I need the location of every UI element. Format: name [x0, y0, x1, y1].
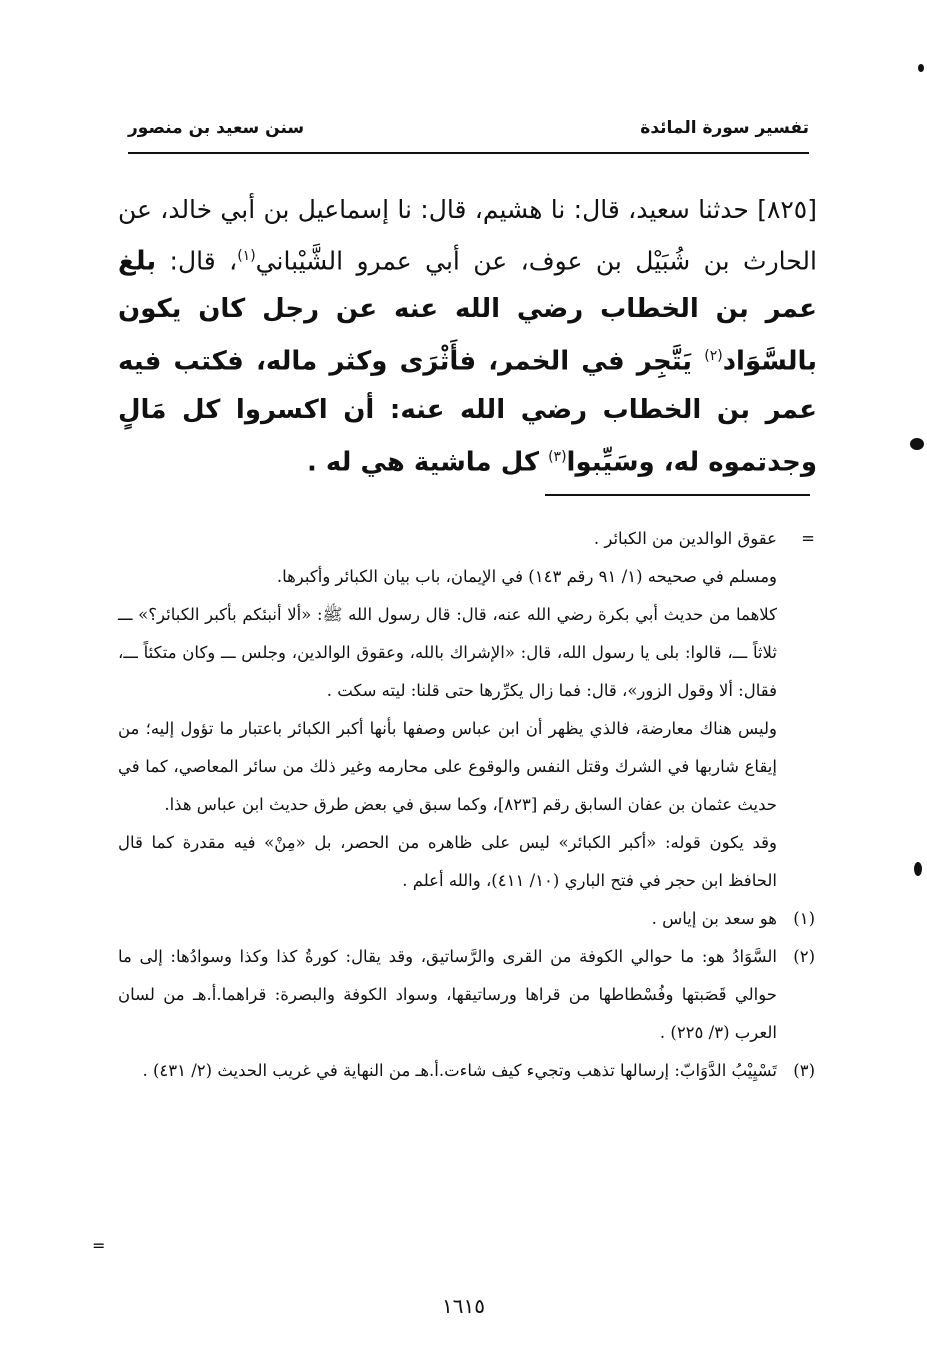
- running-header: [128, 112, 809, 148]
- page-number: ١٦١٥: [442, 1294, 485, 1318]
- footnote-mark: (٢): [793, 947, 815, 966]
- footnote-text: السَّوَادُ هو: ما حوالي الكوفة من القرى والرَّساتيق، وقد يقال: كورةُ كذا وكذا وسوادُها: إلى ما حوالي قَصَبتها وفُسْطاطها من قراها ورساتيقها، وسواد الكوفة والبصرة: قراهما.أ.هـ من لسان العرب (٣/ ٢٢٥) .: [118, 947, 777, 1042]
- hadith-matn-a: بلغ عمر بن الخطاب رضي الله عنه عن رجل كان يكون بالسَّوَاد: [118, 246, 817, 377]
- scan-speck: [918, 64, 924, 72]
- continued-note: [118, 520, 815, 900]
- continuation-mark: =: [801, 529, 815, 548]
- note-line: كلاهما من حديث أبي بكرة رضي الله عنه، قال: قال رسول الله ﷺ: «ألا أنبئكم بأكبر الكبائر؟» ـــ ثلاثاً ـــ، قالوا: بلى يا رسول الله، قال: «الإشراك بالله، وعقوق الوالدين، وجلس ـــ وكان متكئاً ـــ، فقال: ألا وقول الزور»، قال: فما زال يكرِّرها حتى قلنا: ليته سكت .: [118, 605, 777, 700]
- footnotes: [118, 520, 815, 1090]
- footnote-mark: (٣): [793, 1061, 815, 1080]
- book-title: سنن سعيد بن منصور: [128, 118, 305, 138]
- scan-speck: [914, 862, 922, 876]
- scan-speck: [910, 438, 924, 450]
- footnote-text: تَسْيِيْبُ الدَّوَابّ: إرسالها تذهب وتجيء كيف شاءت.أ.هـ من النهاية في غريب الحديث (٢/ ٤٣١) .: [142, 1061, 777, 1080]
- header-rule: [128, 152, 809, 154]
- footnote-ref-2: (٢): [704, 348, 723, 365]
- hadith-number: [٨٢٥]: [757, 195, 818, 224]
- footnote-mark: (١): [793, 909, 815, 928]
- footnote-1: [118, 900, 815, 938]
- footnote-ref-3: (٣): [548, 448, 567, 465]
- footnote-2: [118, 938, 815, 1052]
- note-line: وقد يكون قوله: «أكبر الكبائر» ليس على ظاهره من الحصر، بل «مِنْ» فيه مقدرة كما قال الحافظ ابن حجر في فتح الباري (١٠/ ٤١١)، والله أعلم .: [118, 833, 777, 890]
- continues-mark: =: [92, 1236, 106, 1255]
- hadith-chain: حدثنا سعيد، قال: نا هشيم، قال: نا إسماعيل بن أبي خالد، عن الحارث بن شُبَيْل بن عوف، عن أبي عمرو الشَّيْباني: [118, 195, 817, 276]
- footnote-3: [118, 1052, 815, 1090]
- note-line: وليس هناك معارضة، فالذي يظهر أن ابن عباس وصفها بأنها أكبر الكبائر باعتبار ما تؤول إليه؛ من إيقاع شاربها في الشرك وقتل النفس والوقوع على محارمه وغير ذلك من سائر المعاصي، كما في حديث عثمان بن عفان السابق رقم [٨٢٣]، وكما سبق في بعض طرق حديث ابن عباس هذا.: [118, 719, 777, 814]
- hadith-matn-c: كل ماشية هي له .: [306, 446, 549, 477]
- note-line: ومسلم في صحيحه (١/ ٩١ رقم ١٤٣) في الإيمان، باب بيان الكبائر وأكبرها.: [276, 567, 777, 586]
- chapter-title: تفسير سورة المائدة: [640, 118, 809, 138]
- footnote-rule: [545, 494, 810, 496]
- hadith-qala: ، قال:: [156, 246, 238, 276]
- footnote-ref-1: (١): [237, 248, 256, 264]
- footnote-text: هو سعد بن إياس .: [651, 909, 777, 928]
- note-line: عقوق الوالدين من الكبائر .: [593, 529, 777, 548]
- hadith-text: [118, 186, 817, 486]
- hadith-matn-b: يَتَّجِر في الخمر، فأَثْرَى وكثر ماله، فكتب فيه عمر بن الخطاب رضي الله عنه: أن اكسروا كل مَالٍ وجدتموه له، وسَيِّبوا: [118, 346, 817, 477]
